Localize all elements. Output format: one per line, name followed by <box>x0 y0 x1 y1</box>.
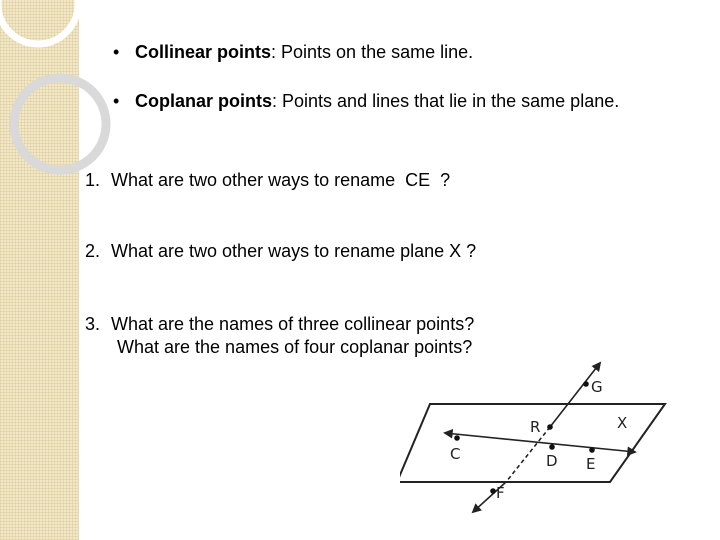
label-d: D <box>546 452 558 470</box>
label-e: E <box>586 455 596 473</box>
line-gf-dashed <box>506 427 550 482</box>
bullet-dot: • <box>113 42 120 62</box>
point-d <box>549 444 555 450</box>
point-g <box>583 381 589 387</box>
label-c: C <box>450 445 461 463</box>
definition-coplanar: : Points and lines that lie in the same plane. <box>272 91 620 111</box>
question-1 <box>85 169 450 191</box>
question-2 <box>85 240 476 262</box>
bullet-collinear <box>113 41 473 63</box>
question-2-text: What are two other ways to rename plane X ? <box>111 241 477 261</box>
question-3 <box>85 313 474 335</box>
point-r <box>547 424 553 430</box>
label-g: G <box>591 378 603 396</box>
term-collinear: Collinear points <box>135 42 272 62</box>
question-3-number: 3. <box>85 314 101 334</box>
question-1-number: 1. <box>85 170 101 190</box>
label-r: R <box>530 418 541 436</box>
question-1-text: What are two other ways to rename CE ? <box>111 170 451 190</box>
point-f <box>490 488 496 494</box>
definition-collinear: : Points on the same line. <box>271 42 474 62</box>
decorative-side-strip <box>0 0 79 540</box>
point-c <box>454 435 460 441</box>
label-x: X <box>617 414 628 432</box>
question-3-text: What are the names of three collinear points? <box>111 314 475 334</box>
plane-diagram <box>400 355 680 530</box>
term-coplanar: Coplanar points <box>135 91 273 111</box>
question-2-number: 2. <box>85 241 101 261</box>
question-3-continuation-text: What are the names of four coplanar points? <box>117 337 473 357</box>
label-f: F <box>496 484 505 502</box>
bullet-dot: • <box>113 91 120 111</box>
point-e <box>589 447 595 453</box>
bullet-coplanar <box>113 90 619 112</box>
